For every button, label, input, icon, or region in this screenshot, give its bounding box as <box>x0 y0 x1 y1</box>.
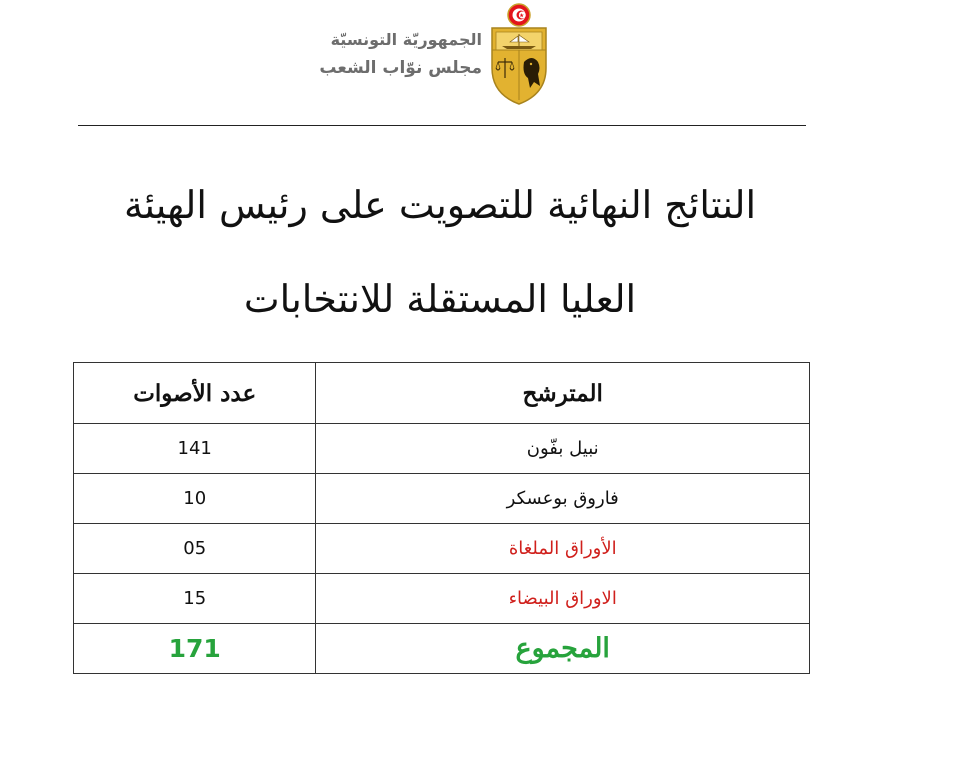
total-label: المجموع <box>316 624 810 674</box>
blank-ballots-label: الاوراق البيضاء <box>316 574 810 624</box>
results-table <box>73 362 810 674</box>
page-title <box>60 158 820 346</box>
institution-name <box>282 28 482 82</box>
table-header-row <box>74 363 810 424</box>
republic-name: الجمهوريّة التونسيّة <box>330 30 482 49</box>
document-header <box>0 0 960 120</box>
total-value: 171 <box>74 624 316 674</box>
header-divider <box>78 125 806 126</box>
title-line-1: النتائج النهائية للتصويت على رئيس الهيئة <box>123 183 757 227</box>
invalid-ballots-count: 05 <box>74 524 316 574</box>
table-row <box>74 424 810 474</box>
table-row <box>74 474 810 524</box>
title-line-2: العليا المستقلة للانتخابات <box>243 277 637 321</box>
invalid-ballots-label: الأوراق الملغاة <box>316 524 810 574</box>
total-row <box>74 624 810 674</box>
vote-count: 10 <box>74 474 316 524</box>
table-row <box>74 574 810 624</box>
candidate-name: فاروق بوعسكر <box>316 474 810 524</box>
blank-ballots-count: 15 <box>74 574 316 624</box>
parliament-name: مجلس نوّاب الشعب <box>319 58 482 78</box>
candidate-name: نبيل بفّون <box>316 424 810 474</box>
candidate-column-header: المترشح <box>316 363 810 424</box>
tunisia-coat-of-arms-icon <box>484 2 554 106</box>
votes-column-header: عدد الأصوات <box>74 363 316 424</box>
table-row <box>74 524 810 574</box>
vote-count: 141 <box>74 424 316 474</box>
